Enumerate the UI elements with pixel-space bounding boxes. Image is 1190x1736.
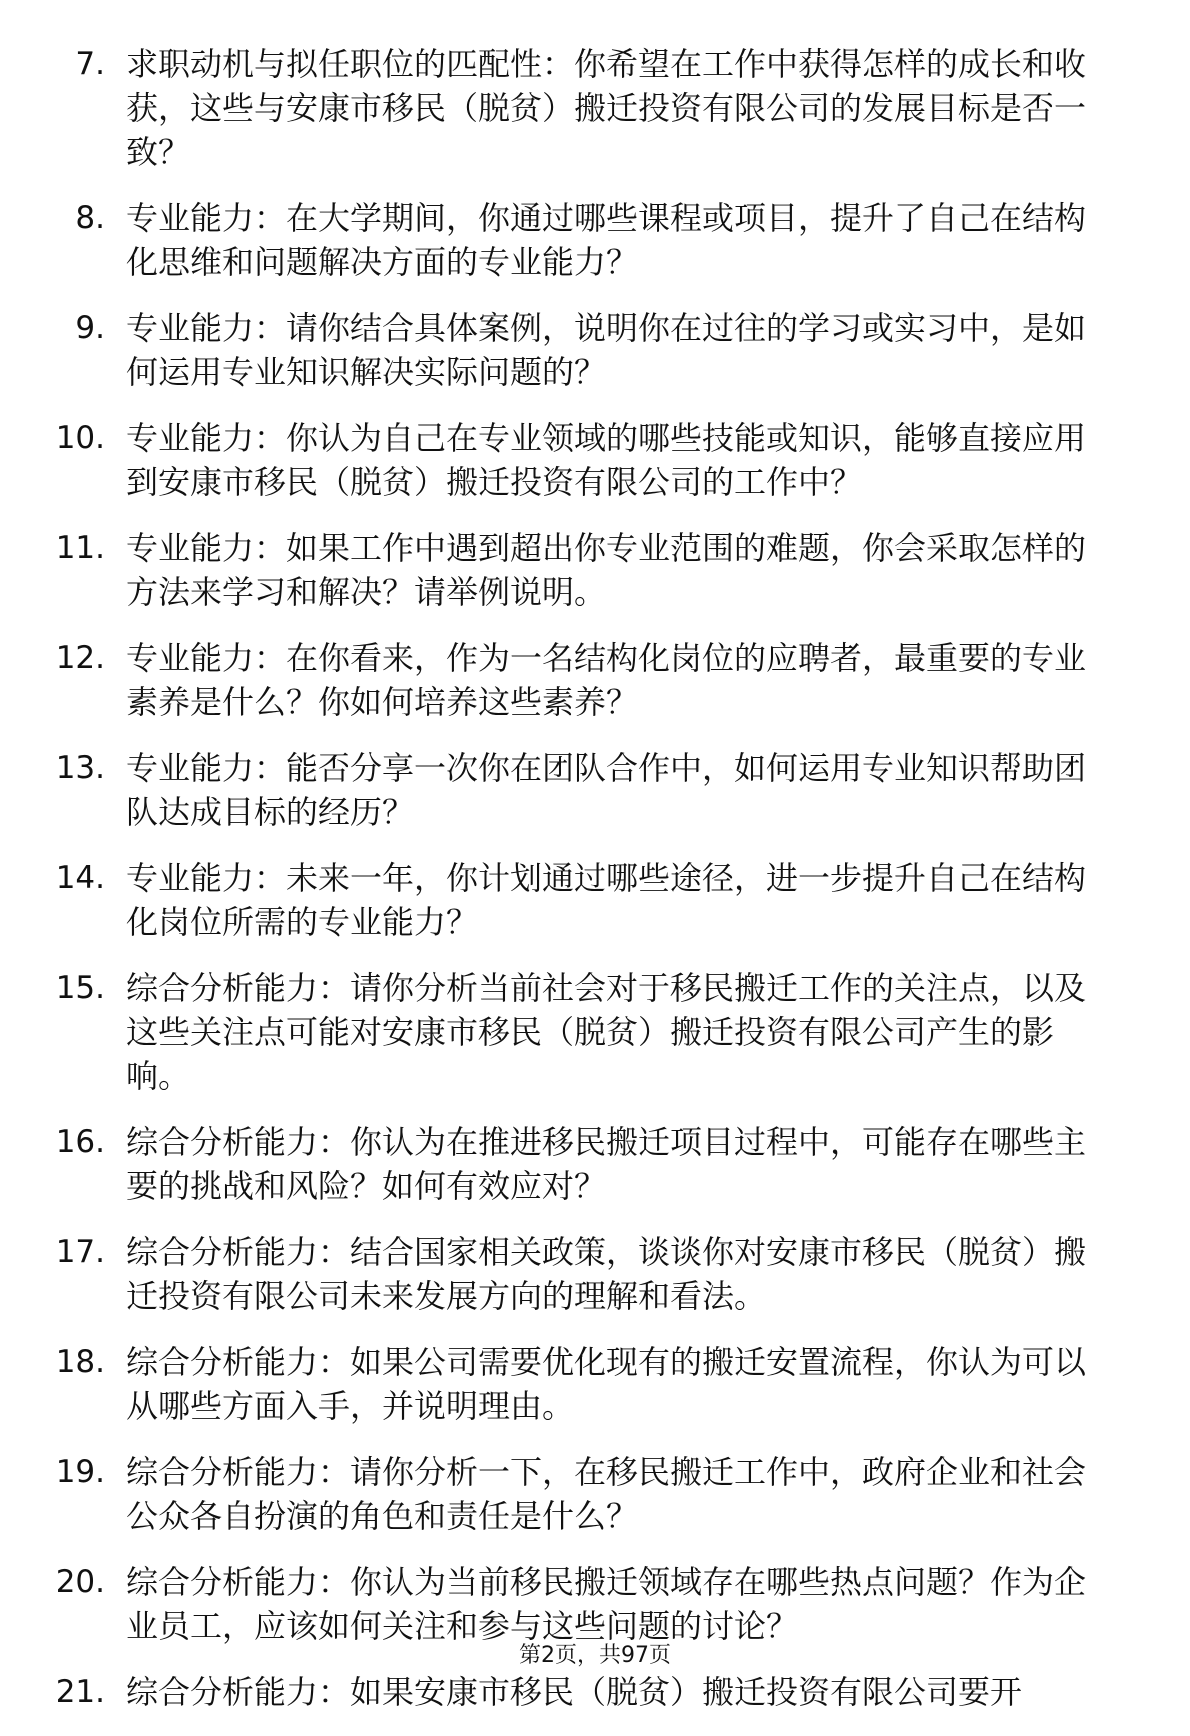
question-number: 18.: [55, 1344, 105, 1380]
list-item: [0, 1230, 1190, 1318]
question-number: 14.: [55, 860, 105, 896]
question-number: 9.: [75, 310, 105, 346]
question-number: 19.: [55, 1454, 105, 1490]
question-number: 20.: [55, 1564, 105, 1600]
question-text: 综合分析能力：你认为在推进移民搬迁项目过程中，可能存在哪些主要的挑战和风险？如何有效应对？: [126, 1123, 1087, 1205]
question-text: 综合分析能力：请你分析一下，在移民搬迁工作中，政府企业和社会公众各自扮演的角色和责任是什么？: [126, 1453, 1087, 1535]
list-item: [0, 746, 1190, 834]
question-text: 求职动机与拟任职位的匹配性：你希望在工作中获得怎样的成长和收获，这些与安康市移民（脱贫）搬迁投资有限公司的发展目标是否一致？: [126, 45, 1087, 171]
question-number: 7.: [75, 46, 105, 82]
list-item: [0, 42, 1190, 174]
question-text: 综合分析能力：结合国家相关政策，谈谈你对安康市移民（脱贫）搬迁投资有限公司未来发展方向的理解和看法。: [126, 1233, 1087, 1315]
question-text: 专业能力：请你结合具体案例，说明你在过往的学习或实习中，是如何运用专业知识解决实际问题的？: [126, 309, 1087, 391]
question-text: 专业能力：在你看来，作为一名结构化岗位的应聘者，最重要的专业素养是什么？你如何培养这些素养？: [126, 639, 1087, 721]
question-text: 专业能力：你认为自己在专业领域的哪些技能或知识，能够直接应用到安康市移民（脱贫）搬迁投资有限公司的工作中？: [126, 419, 1087, 501]
question-text: 综合分析能力：如果安康市移民（脱贫）搬迁投资有限公司要开: [126, 1673, 1023, 1711]
question-number: 12.: [55, 640, 105, 676]
list-item: [0, 306, 1190, 394]
question-number: 8.: [75, 200, 105, 236]
list-item: [0, 1450, 1190, 1538]
list-item: [0, 1560, 1190, 1648]
list-item: [0, 526, 1190, 614]
question-number: 11.: [55, 530, 105, 566]
question-text: 综合分析能力：请你分析当前社会对于移民搬迁工作的关注点，以及这些关注点可能对安康市移民（脱贫）搬迁投资有限公司产生的影响。: [126, 969, 1087, 1095]
question-text: 专业能力：在大学期间，你通过哪些课程或项目，提升了自己在结构化思维和问题解决方面的专业能力？: [126, 199, 1087, 281]
question-text: 综合分析能力：你认为当前移民搬迁领域存在哪些热点问题？作为企业员工，应该如何关注和参与这些问题的讨论？: [126, 1563, 1087, 1645]
question-text: 综合分析能力：如果公司需要优化现有的搬迁安置流程，你认为可以从哪些方面入手，并说明理由。: [126, 1343, 1087, 1425]
page-footer: 第2页，共97页: [519, 1643, 671, 1668]
question-number: 15.: [55, 970, 105, 1006]
list-item: [0, 1670, 1190, 1714]
list-item: [0, 636, 1190, 724]
list-item: [0, 1120, 1190, 1208]
question-number: 10.: [55, 420, 105, 456]
list-item: [0, 856, 1190, 944]
question-number: 16.: [55, 1124, 105, 1160]
question-list: [0, 42, 1190, 1736]
question-text: 专业能力：能否分享一次你在团队合作中，如何运用专业知识帮助团队达成目标的经历？: [126, 749, 1087, 831]
question-text: 专业能力：如果工作中遇到超出你专业范围的难题，你会采取怎样的方法来学习和解决？请举例说明。: [126, 529, 1087, 611]
list-item: [0, 1340, 1190, 1428]
list-item: [0, 966, 1190, 1098]
question-number: 21.: [55, 1674, 105, 1710]
question-number: 17.: [55, 1234, 105, 1270]
list-item: [0, 196, 1190, 284]
question-text: 专业能力：未来一年，你计划通过哪些途径，进一步提升自己在结构化岗位所需的专业能力？: [126, 859, 1087, 941]
question-number: 13.: [55, 750, 105, 786]
list-item: [0, 416, 1190, 504]
